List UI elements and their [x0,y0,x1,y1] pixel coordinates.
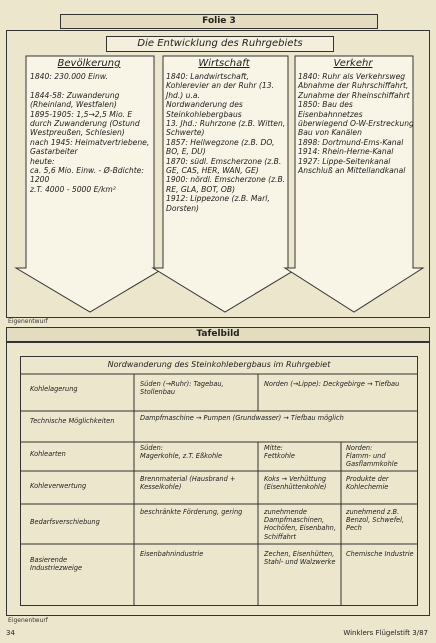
table-cell: Norden (→Lippe): Deckgebirge → Tiefbau [264,380,400,388]
table-cell: Koks → Verhüttung (Eisenhüttenkohle) [264,475,327,492]
source-note: Eigenentwurf [8,617,48,624]
row-label-technik: Technische Möglichkeiten [30,417,115,425]
diagram-title-text: Die Entwicklung des Ruhrgebiets [137,38,303,49]
source-note: Eigenentwurf [8,318,48,325]
column-title-wirtschaft: Wirtschaft [198,58,250,69]
table-cell: beschränkte Förderung, gering [140,508,243,516]
tafelbild-banner [6,327,430,342]
row-label-kohlelagerung: Kohlelagerung [30,385,78,393]
table-cell: Süden: Magerkohle, z.T. Eßkohle [140,444,223,461]
table-cell: Brennmaterial (Hausbrand + Kesselkohle) [140,475,236,492]
table-cell: Süden (→Ruhr): Tagebau, Stollenbau [140,380,224,397]
table-cell: Norden: Flamm- und Gasflammkohle [346,444,398,469]
column-title-bevoelkerung: Bevölkerung [57,58,121,69]
table-cell: Zechen, Eisenhütten, Stahl- und Walzwerke [264,550,336,567]
row-label-kohlearten: Kohlearten [30,450,66,458]
row-label-industrie: Basierende Industriezweige [30,556,83,573]
column-text-wirtschaft: 1840: Landwirtschaft, Kohlerevier an der Ruhr (13. Jhd.) u.a. Nordwanderung des Steinkohlebergbaus 13. Jhd.: Ruhrzone (z.B. Witten, Schwerte) 1857: Hellwegzone (z.B. DO, BO, E, DU) 1870: südl. Emscherzone (z.B. GE, CAS, HER, WAN, GE) 1900: nördl. Emscherzone (z.B. RE, GLA, BOT, OB) 1912: Lippezone (z.B. Marl, Dorsten) [166,72,286,213]
table-cell: Mitte: Fettkohle [264,444,295,461]
table-cell: Eisenbahnindustrie [140,550,204,558]
table-cell: Dampfmaschine → Pumpen (Grundwasser) → Tiefbau möglich [140,414,344,422]
table-cell: zunehmend z.B. Benzol, Schwefel, Pech [346,508,405,533]
table-title: Nordwanderung des Steinkohlebergbaus im Ruhrgebiet [107,360,331,369]
tafelbild-heading: Tafelbild [196,329,240,339]
table-cell: Produkte der Kohlechemie [346,475,389,492]
publication-name: Winklers Flügelstift 3/87 [343,629,428,637]
page-number: 34 [6,629,15,637]
row-label-bedarf: Bedarfsverschiebung [30,518,100,526]
folie-label: Folie 3 [202,16,236,26]
table-cell: zunehmende Dampfmaschinen, Hochöfen, Eisenbahn, Schiffahrt [264,508,336,541]
folie-banner [60,14,378,29]
column-text-bevoelkerung: 1840: 230.000 Einw. 1844-58: Zuwanderung (Rheinland, Westfalen) 1895-1905: 1,5→2,5 Mio. E durch Zuwanderung (Ostund Westpreußen, Schlesien) nach 1945: Heimatvertriebene, Gastarbeiter heute: ca. 5,6 Mio. Einw. - Ø-Bdichte: 1200 z.T. 4000 - 5000 E/km² [30,72,150,194]
column-text-verkehr: 1840: Ruhr als Verkehrsweg Abnahme der Ruhrschiffahrt, Zunahme der Rheinschiffahrt 1850: Bau des Eisenbahnnetzes überwiegend O-W-Erstreckung Bau von Kanälen 1898: Dortmund-Ems-Kanal 1914: Rhein-Herne-Kanal 1927: Lippe-Seitenkanal Anschluß an Mittellandkanal [298,72,414,176]
row-label-kohleverwertung: Kohleverwertung [30,482,87,490]
table-cell: Chemische Industrie [346,550,414,558]
column-title-verkehr: Verkehr [333,58,373,69]
